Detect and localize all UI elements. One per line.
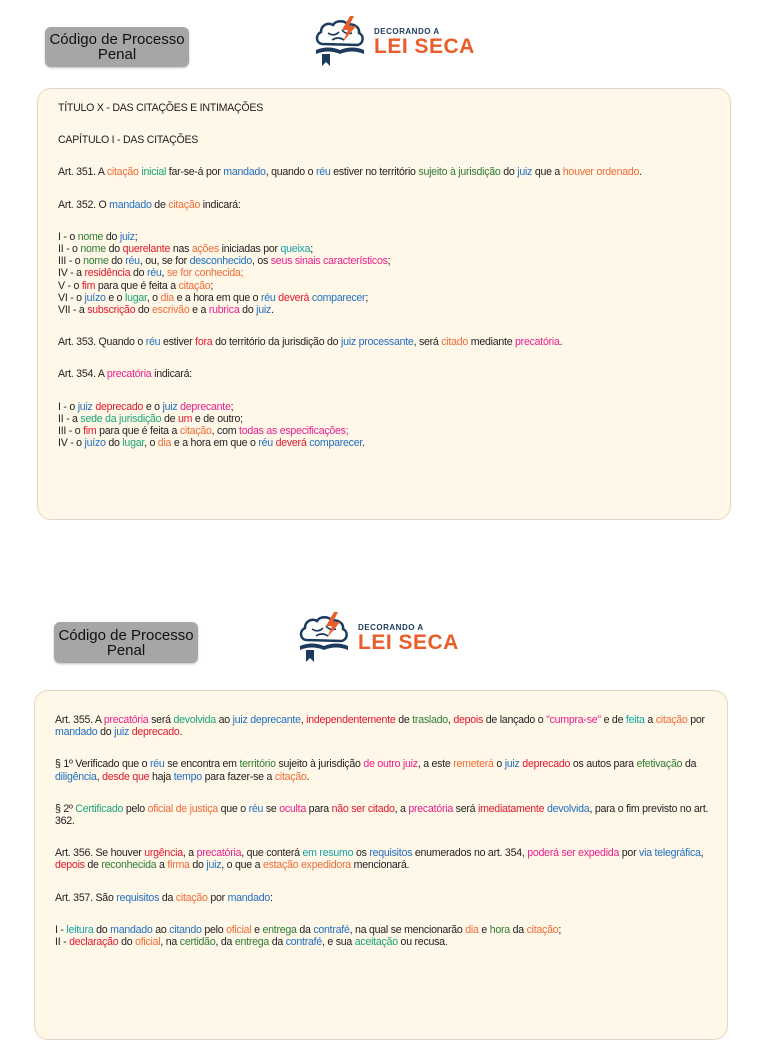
art-355-par-2: [55, 803, 713, 827]
text-run: .: [639, 166, 642, 179]
text-run: para fazer-se a: [201, 770, 275, 783]
highlighted-term: deverá: [275, 437, 307, 450]
text-run: e a hora em que o: [173, 291, 262, 304]
text-run: por: [619, 847, 640, 860]
highlighted-term: réu: [248, 802, 264, 815]
text-run: , o: [146, 291, 161, 304]
highlighted-term: feita: [625, 714, 645, 726]
text-run: , o que a: [221, 859, 263, 872]
highlighted-term: sede da jurisdição: [80, 412, 162, 425]
text-run: e o: [105, 291, 126, 304]
text-run: se encontra em: [164, 758, 240, 771]
highlighted-term: juiz: [162, 400, 178, 413]
highlighted-term: ações: [191, 243, 219, 256]
text-run: do: [108, 255, 126, 268]
text-run: estiver: [160, 336, 196, 349]
text-run: enumerados no art. 354,: [412, 847, 528, 860]
text-run: do: [135, 304, 153, 317]
text-run: da: [269, 936, 286, 949]
text-run: II - a: [58, 412, 81, 425]
text-run: ;: [210, 279, 214, 292]
text-run: a: [644, 714, 656, 726]
highlighted-term: citando: [169, 923, 202, 936]
highlighted-term: deprecante: [180, 400, 231, 413]
text-run: do: [189, 859, 207, 872]
text-run: IV - a: [58, 267, 85, 280]
text-run: .: [559, 336, 563, 349]
text-run: .: [179, 726, 183, 739]
highlighted-term: rubrica: [208, 304, 240, 317]
highlighted-term: juiz: [504, 758, 520, 771]
text-run: do: [500, 166, 518, 179]
highlighted-term: de outro juiz: [363, 758, 418, 771]
text-run: ,: [96, 770, 103, 783]
art-355-par-1: [55, 758, 713, 782]
brain-book-icon: [296, 612, 352, 664]
highlighted-term: "cumpra-se": [546, 714, 601, 726]
text-run: os: [353, 847, 370, 860]
highlighted-term: precatória: [515, 336, 560, 349]
text-run: .: [306, 770, 310, 783]
text-run: .: [271, 304, 274, 317]
highlighted-term: nome: [77, 230, 104, 243]
highlighted-term: juízo: [84, 437, 106, 450]
highlighted-term: certidão: [179, 936, 216, 949]
highlighted-term: inicial: [141, 166, 167, 179]
highlighted-term: houver ordenado: [562, 166, 640, 179]
list-item: [55, 936, 713, 948]
highlighted-term: desconhecido: [189, 255, 252, 268]
text-run: nas: [170, 243, 192, 256]
content-card: [34, 690, 728, 1040]
text-run: I -: [55, 923, 67, 936]
text-run: , na: [160, 936, 180, 949]
text-run: para que é feita a: [95, 279, 179, 292]
text-run: Art. 353. Quando o: [58, 336, 146, 349]
text-run: ;: [230, 400, 234, 413]
highlighted-term: mandado: [109, 198, 152, 211]
highlighted-term: sujeito à jurisdição: [418, 166, 501, 179]
highlighted-term: réu: [125, 255, 140, 268]
highlighted-term: juiz: [119, 230, 135, 243]
highlighted-term: desde que: [102, 770, 150, 783]
highlighted-term: se for conhecida;: [166, 267, 244, 280]
text-run: ,: [700, 847, 704, 860]
highlighted-term: hora: [489, 923, 510, 936]
text-run: do território da jurisdição do: [212, 336, 342, 349]
highlighted-term: subscrição: [87, 304, 136, 317]
highlighted-term: citado: [441, 336, 469, 349]
text-run: , quando o: [265, 166, 316, 179]
text-run: de: [395, 714, 413, 726]
highlighted-term: precatória: [408, 802, 453, 815]
text-run: do: [105, 243, 123, 256]
text-run: pelo: [201, 923, 227, 936]
text-run: sujeito à jurisdição: [275, 758, 364, 771]
highlighted-term: devolvida: [173, 714, 216, 726]
highlighted-term: citação: [655, 714, 688, 726]
highlighted-term: poderá ser expedida: [527, 847, 620, 860]
text-run: , na qual se mencionarão: [349, 923, 466, 936]
code-tag-line1: Código de Processo: [49, 31, 185, 48]
highlighted-term: juízo: [84, 291, 106, 304]
text-run: Art. 351. A: [58, 166, 107, 179]
highlighted-term: juiz: [517, 166, 533, 179]
text-run: iniciadas por: [218, 243, 281, 256]
art-355: [55, 714, 713, 738]
highlighted-term: querelante: [122, 243, 171, 256]
text-run: de: [161, 412, 178, 425]
text-run: de: [84, 859, 102, 872]
art-357: [55, 892, 713, 904]
text-run: mediante: [468, 336, 516, 349]
art-357-items: [55, 924, 713, 948]
highlighted-term: nome: [83, 255, 109, 268]
highlighted-term: entrega: [262, 923, 297, 936]
highlighted-term: réu: [315, 166, 331, 179]
highlighted-term: oculta: [279, 802, 306, 815]
highlighted-term: mandado: [223, 166, 266, 179]
text-run: Art. 356. Se houver: [55, 847, 145, 860]
text-run: , os: [251, 255, 271, 268]
text-run: , que conterá: [241, 847, 303, 860]
text-run: do: [105, 437, 123, 450]
highlighted-term: depois: [55, 859, 85, 872]
highlighted-term: deverá: [278, 291, 310, 304]
text-run: , a: [182, 847, 197, 860]
text-run: estiver no território: [330, 166, 419, 179]
highlighted-term: citação: [178, 279, 211, 292]
highlighted-term: oficial: [135, 936, 161, 949]
highlighted-term: juiz deprecante: [232, 714, 301, 726]
text-run: VII - a: [58, 304, 88, 317]
highlighted-term: reconhecida: [101, 859, 157, 872]
text-run: indicará:: [200, 198, 241, 211]
highlighted-term: seus sinais característicos: [270, 255, 388, 268]
highlighted-term: dia: [160, 291, 174, 304]
title-heading: TÍTULO X - DAS CITAÇÕES E INTIMAÇÕES: [58, 102, 264, 114]
highlighted-term: nome: [80, 243, 106, 256]
highlighted-term: todas as especificações;: [239, 425, 349, 438]
text-run: ;: [310, 243, 313, 256]
highlighted-term: citação: [175, 891, 208, 904]
highlighted-term: comparecer: [311, 291, 366, 304]
text-run: do: [97, 726, 115, 739]
highlighted-term: depois: [453, 714, 484, 726]
text-run: pelo: [123, 802, 148, 815]
text-run: § 1º Verificado que o: [55, 758, 150, 771]
highlighted-term: deprecado: [95, 400, 144, 413]
highlighted-term: fim: [83, 425, 97, 438]
text-run: , para o fim previsto no art. 362.: [55, 802, 709, 828]
highlighted-term: réu: [261, 291, 276, 304]
text-run: e o: [143, 400, 163, 413]
highlighted-term: em resumo: [302, 847, 354, 860]
highlighted-term: oficial de justiça: [147, 802, 218, 815]
highlighted-term: residência: [84, 267, 131, 280]
text-run: de: [151, 198, 169, 211]
text-run: da: [159, 891, 176, 904]
highlighted-term: entrega: [234, 936, 270, 949]
code-tag: [54, 622, 198, 663]
text-run: V - o: [58, 279, 82, 292]
text-run: indicará:: [151, 368, 192, 381]
text-run: do: [239, 304, 257, 317]
highlighted-term: mandado: [227, 891, 271, 904]
highlighted-term: réu: [258, 437, 273, 450]
highlighted-term: devolvida: [546, 802, 590, 815]
chapter-heading: CAPÍTULO I - DAS CITAÇÕES: [58, 134, 199, 147]
highlighted-term: citação: [274, 770, 307, 783]
text-run: ao: [215, 714, 233, 726]
highlighted-term: um: [177, 412, 193, 425]
highlighted-term: citação: [106, 166, 139, 179]
highlighted-term: réu: [145, 336, 161, 349]
text-run: , ou, se for: [139, 255, 190, 268]
highlighted-term: lugar: [125, 291, 147, 304]
text-run: os autos para: [570, 758, 637, 771]
highlighted-term: juiz processante: [341, 336, 414, 349]
highlighted-term: efetivação: [636, 758, 683, 771]
text-run: , a este: [417, 758, 454, 771]
highlighted-term: traslado: [412, 714, 448, 726]
text-run: e a: [189, 304, 209, 317]
text-run: ou recusa.: [397, 936, 448, 949]
highlighted-term: precatória: [103, 714, 149, 726]
text-run: para: [305, 802, 332, 815]
text-run: ,: [300, 714, 307, 726]
code-tag-line2: Penal: [97, 46, 137, 63]
text-run: , com: [211, 425, 239, 438]
text-run: Art. 354. A: [58, 368, 107, 381]
text-run: do: [103, 230, 120, 243]
text-run: , será: [413, 336, 442, 349]
text-run: do: [118, 936, 136, 949]
highlighted-term: requisitos: [116, 891, 160, 904]
text-run: Art. 352. O: [58, 198, 110, 211]
text-run: I - o: [58, 230, 78, 243]
highlighted-term: fim: [81, 279, 96, 292]
text-run: :: [270, 891, 273, 904]
highlighted-term: diligência: [55, 770, 97, 783]
logo-big-text: LEI SECA: [374, 34, 475, 58]
text-run: será: [452, 802, 478, 815]
highlighted-term: precatória: [106, 368, 152, 381]
text-run: e: [251, 923, 263, 936]
text-run: de lançado o: [483, 714, 547, 726]
highlighted-term: juiz: [114, 726, 130, 739]
text-run: do: [93, 923, 111, 936]
highlighted-term: requisitos: [369, 847, 413, 860]
highlighted-term: juiz: [206, 859, 222, 872]
highlighted-term: citação: [526, 923, 559, 936]
highlighted-term: estação expedidora: [262, 859, 351, 872]
highlighted-term: réu: [149, 758, 165, 771]
highlighted-term: queixa: [280, 243, 311, 256]
text-run: III - o: [58, 255, 84, 268]
text-run: , da: [215, 936, 235, 949]
highlighted-term: não ser citado: [331, 802, 395, 815]
text-run: ao: [152, 923, 170, 936]
text-run: que a: [532, 166, 563, 179]
highlighted-term: mandado: [110, 923, 153, 936]
highlighted-term: contrafé: [285, 936, 322, 949]
text-run: ;: [365, 291, 369, 304]
text-run: ;: [134, 230, 138, 243]
highlighted-term: dia: [157, 437, 172, 450]
highlighted-term: mandado: [55, 726, 98, 739]
highlighted-term: Certificado: [75, 802, 124, 815]
text-run: da: [296, 923, 314, 936]
text-run: da: [509, 923, 527, 936]
text-run: Art. 355. A: [55, 714, 104, 726]
text-run: e a hora em que o: [171, 437, 259, 450]
code-tag-line2: Penal: [106, 641, 146, 659]
highlighted-term: precatória: [196, 847, 242, 860]
highlighted-term: declaração: [69, 936, 119, 949]
list-item: [55, 924, 713, 936]
brand-logo: [296, 612, 459, 664]
highlighted-term: aceitação: [354, 936, 398, 949]
highlighted-term: independentemente: [306, 714, 396, 726]
text-run: para que é feita a: [96, 425, 180, 438]
text-run: , e sua: [322, 936, 355, 949]
text-run: .: [362, 437, 365, 450]
text-run: , a: [394, 802, 409, 815]
text-run: ,: [161, 267, 167, 280]
text-run: e de outro;: [192, 412, 243, 425]
highlighted-term: deprecado: [131, 726, 180, 739]
text-run: ;: [387, 255, 391, 268]
highlighted-term: juiz: [77, 400, 93, 413]
text-run: mencionará.: [350, 859, 410, 872]
text-run: que o: [217, 802, 249, 815]
text-run: VI - o: [58, 291, 85, 304]
highlighted-term: remeterá: [453, 758, 494, 771]
text-run: do: [130, 267, 147, 280]
text-run: e de: [600, 714, 626, 726]
code-tag-line1: Código de Processo: [58, 626, 194, 644]
highlighted-term: contrafé: [313, 923, 350, 936]
text-run: § 2º: [55, 802, 76, 815]
highlighted-term: fora: [195, 336, 213, 349]
text-run: far-se-á por: [166, 166, 224, 179]
text-run: II - o: [58, 243, 81, 256]
highlighted-term: território: [239, 758, 276, 771]
text-run: a: [156, 859, 168, 872]
text-run: I - o: [58, 400, 78, 413]
text-run: , o: [144, 437, 158, 450]
text-run: por: [207, 891, 228, 904]
highlighted-term: oficial: [226, 923, 252, 936]
highlighted-term: citação: [179, 425, 212, 438]
art-356: [55, 847, 713, 871]
highlighted-term: firma: [167, 859, 190, 872]
text-run: IV - o: [58, 437, 85, 450]
logo-big-text: LEI SECA: [358, 630, 459, 654]
logo-small-text: DECORANDO A: [374, 26, 440, 36]
text-run: e: [478, 923, 490, 936]
highlighted-term: réu: [146, 267, 162, 280]
highlighted-term: leitura: [66, 923, 94, 936]
highlighted-term: lugar: [122, 437, 145, 450]
text-run: da: [682, 758, 697, 771]
text-run: III - o: [58, 425, 84, 438]
text-run: por: [687, 714, 705, 726]
text-run: ,: [447, 714, 454, 726]
highlighted-term: urgência: [144, 847, 183, 860]
text-run: o: [493, 758, 505, 771]
text-run: ;: [558, 923, 562, 936]
text-run: II -: [55, 936, 70, 949]
text-run: Art. 357. São: [55, 891, 117, 904]
text-run: se: [263, 802, 280, 815]
highlighted-term: escrivão: [152, 304, 190, 317]
highlighted-term: tempo: [173, 770, 202, 783]
highlighted-term: deprecado: [522, 758, 571, 771]
text-run: haja: [149, 770, 174, 783]
highlighted-term: citação: [168, 198, 201, 211]
highlighted-term: juiz: [256, 304, 272, 317]
logo-small-text: DECORANDO A: [358, 622, 424, 632]
highlighted-term: via telegráfica: [639, 847, 701, 860]
text-run: será: [148, 714, 174, 726]
highlighted-term: comparecer: [309, 437, 363, 450]
highlighted-term: imediatamente: [477, 802, 545, 815]
highlighted-term: dia: [465, 923, 479, 936]
